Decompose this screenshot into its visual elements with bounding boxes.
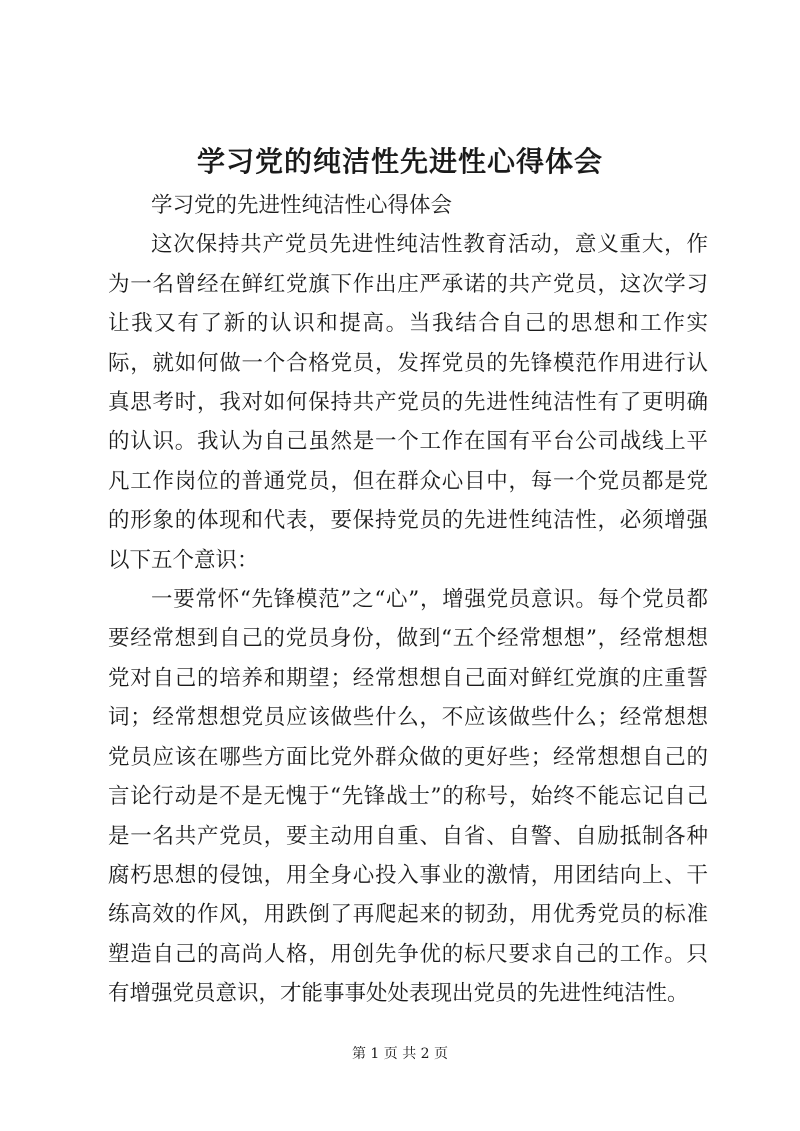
document-body <box>108 186 708 1014</box>
body-paragraph: 这次保持共产党员先进性纯洁性教育活动，意义重大，作为一名曾经在鲜红党旗下作出庄严承诺的共产党员，这次学习让我又有了新的认识和提高。当我结合自己的思想和工作实际，就如何做一个合格党员，发挥党员的先锋模范作用进行认真思考时，我对如何保持共产党员的先进性纯洁性有了更明确的认识。我认为自己虽然是一个工作在国有平台公司战线上平凡工作岗位的普通党员，但在群众心目中，每一个党员都是党的形象的体现和代表，要保持党员的先进性纯洁性，必须增强以下五个意识： <box>108 232 708 573</box>
body-paragraph: 一要常怀“先锋模范”之“心”，增强党员意识。每个党员都要经常想到自己的党员身份，做到“五个经常想想”，经常想想党对自己的培养和期望；经常想想自己面对鲜红党旗的庄重誓词；经常想想党员应该做些什么，不应该做些什么；经常想想党员应该在哪些方面比党外群众做的更好些；经常想想自己的言论行动是不是无愧于“先锋战士”的称号，始终不能忘记自己是一名共产党员，要主动用自重、自省、自警、自励抵制各种腐朽思想的侵蚀，用全身心投入事业的激情，用团结向上、干练高效的作风，用跌倒了再爬起来的韧劲，用优秀党员的标准塑造自己的高尚人格，用创先争优的标尺要求自己的工作。只有增强党员意识，才能事事处处表现出党员的先进性纯洁性。 <box>108 587 708 1007</box>
page-number-footer: 第 1 页 共 2 页 <box>351 1046 449 1062</box>
subtitle-paragraph: 学习党的先进性纯洁性心得体会 <box>151 193 453 218</box>
document-title: 学习党的纯洁性先进性心得体会 <box>196 145 603 178</box>
